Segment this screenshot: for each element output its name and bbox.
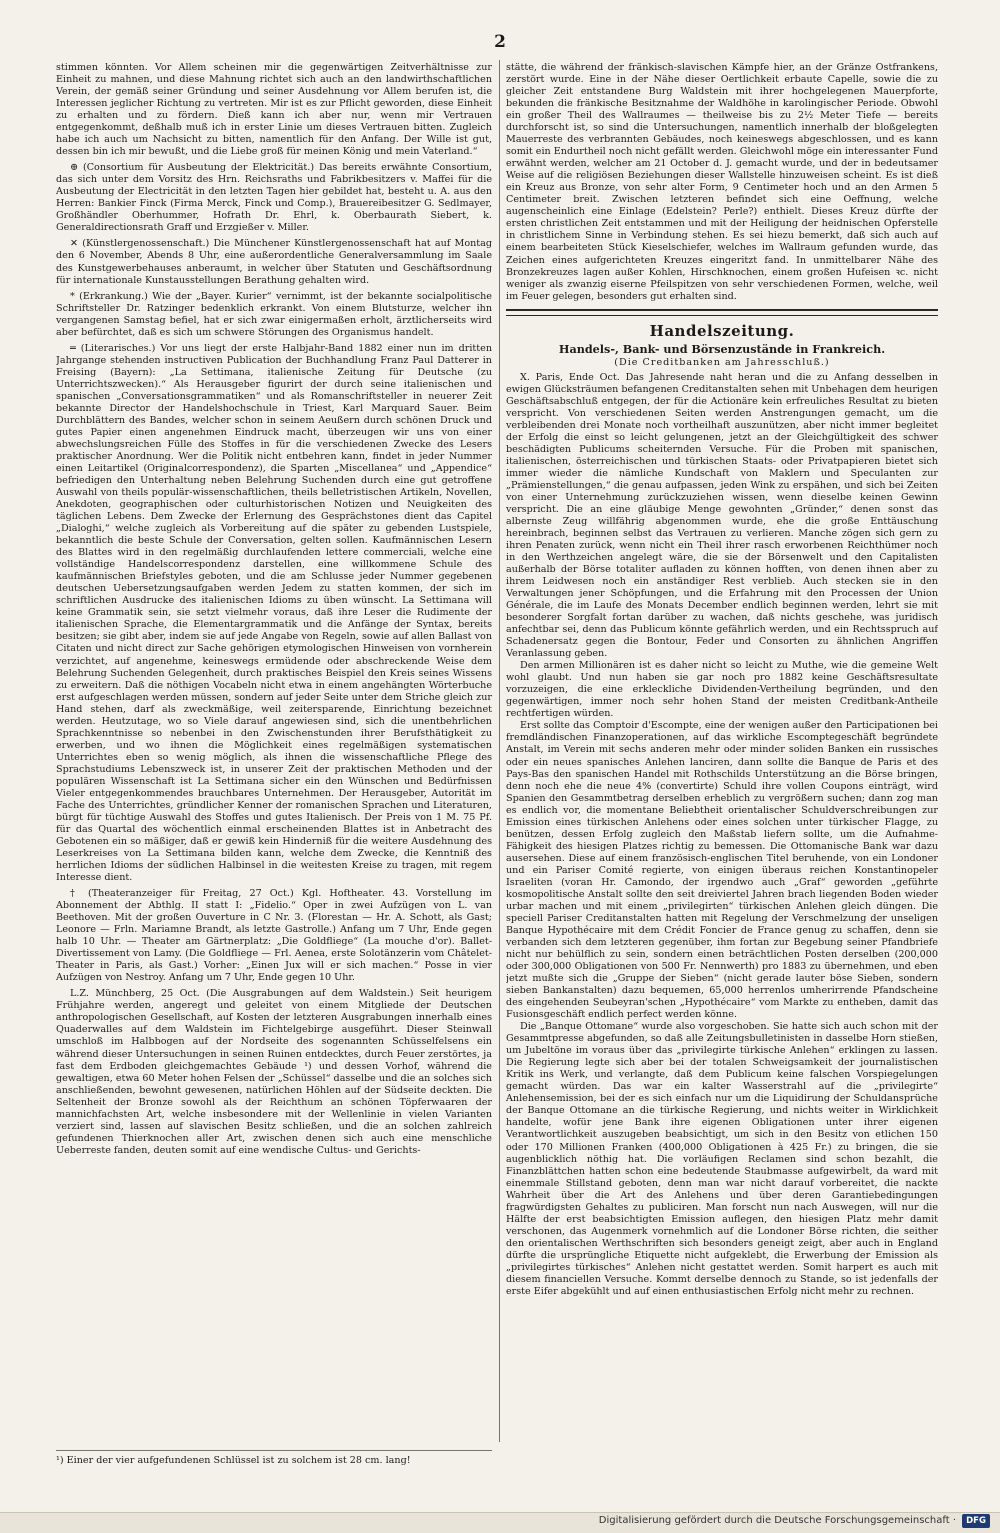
section-divider (506, 309, 938, 316)
article-paragraph: L.Z. Münchberg, 25 Oct. (Die Ausgrabungen auf dem Waldstein.) Seit heurigem Frühjahre werden, angeregt und geleitet von einem Mitgliede der Deutschen anthropologischen Gesellschaft, auf Kosten der letzteren Ausgrabungen innerhalb eines Quaderwalles auf dem Waldstein im Fichtelgebirge ausgeführt. Dieser Steinwall umschloß im Halbbogen auf der Nordseite des sogenannten Schüsselfelsens ein während dieser Untersuchungen in seinen Ruinen entdecktes, durch Feuer zerstörtes, ja fast dem Erdboden gleichgemachtes Gebäude ¹) und dessen Vorhof, während die gewaltigen, etwa 60 Meter hohen Felsen der „Schüssel“ dasselbe und die an solches sich anschließenden, bewohnt gewesenen, natürlichen Höhlen auf der Südseite deckten. Die Seltenheit der Bronze sowohl als der Reichthum an schönen Töpferwaaren der mannichfachsten Art, welche insbesondere mit der Wellenlinie in vielen Varianten verziert sind, lassen auf slavischen Besitz schließen, und die an solchen zahlreich gefundenen Thierknochen aller Art, zwischen denen sich auch eine menschliche Ueberreste fanden, deuten somit auf eine wendische Cultus- und Gerichts- (56, 988, 492, 1156)
article-paragraph: stimmen könnten. Vor Allem scheinen mir die gegenwärtigen Zeitverhältnisse zur Einheit zu mahnen, und diese Mahnung richtet sich auch an den landwirthschaftlichen Verein, der gemäß seiner Gründung und seiner Ausdehnung vor Allem berufen ist, die Interessen jeglicher Richtung zu vertreten. Mir ist es zur Pflicht geworden, diese Einheit zu erhalten und zu fördern. Dieß kann ich aber nur, wenn mir Vertrauen entgegenkommt, deßhalb muß ich in erster Linie um dieses Vertrauen bitten. Zugleich habe ich auch um Nachsicht zu bitten, namentlich für den Anfang. Der Wille ist gut, dessen bin ich mir bewußt, und die Liebe groß für meinen König und mein Vaterland.“ (56, 62, 492, 158)
article-paragraph: † (Theateranzeiger für Freitag, 27 Oct.) Kgl. Hoftheater. 43. Vorstellung im Abonnement der Abthlg. II statt I: „Fidelio.“ Oper in zwei Aufzügen von L. van Beethoven. Mit der großen Ouverture in C Nr. 3. (Florestan — Hr. A. Schott, als Gast; Leonore — Frln. Mariamne Brandt, als letzte Gastrolle.) Anfang um 7 Uhr, Ende gegen halb 10 Uhr. — Theater am Gärtnerplatz: „Die Goldfliege“ (La mouche d'or). Ballet-Divertissement von Lamy. (Die Goldfliege — Frl. Aenea, erste Solotänzerin vom Châtelet-Theater in Paris, als Gast.) Vorher: „Einen Jux will er sich machen.“ Posse in vier Aufzügen von Nestroy. Anfang um 7 Uhr, Ende gegen 10 Uhr. (56, 888, 492, 984)
left-column (56, 62, 492, 1446)
right-column (506, 62, 938, 1446)
footnote-rule (56, 1450, 492, 1451)
waldstein-continuation (506, 62, 938, 303)
article-paragraph: Die „Banque Ottomane“ wurde also vorgeschoben. Sie hatte sich auch schon mit der Gesammtpresse abgefunden, so daß alle Zeitungsbulletinisten in dasselbe Horn stießen, um Jubeltöne im voraus über das „privilegirte türkische Anlehen“ erklingen zu lassen. Die Regierung legte sich aber bei der totalen Schweigsamkeit der journalistischen Kritik ins Werk, und verlangte, daß dem Publicum keine falschen Vorspiegelungen gemacht würden. Das war ein kalter Wasserstrahl auf die „privilegirte“ Anlehensemission, bei der es sich einfach nur um die Liquidirung der Schuldansprüche der Banque Ottomane an die türkische Regierung, und nichts weiter in Wirklichkeit handelte, wofür jene Bank ihre eigenen Obligationen unter ihrer eigenen Verantwortlichkeit auszugeben beabsichtigt, um sich in den Besitz von etlichen 150 oder 170 Millionen Franken (400,000 Obligationen à 425 Fr.) zu bringen, die sie augenblicklich nöthig hat. Die vorläufigen Reclamen sind schon bezahlt, die Finanzblättchen hatten schon eine bedeutende Staubmasse aufgewirbelt, da ward mit einemmale Stillstand geboten, denn man war nicht darauf vorbereitet, die nackte Wahrheit über die Art des Anlehens und über deren Garantiebedingungen fragwürdigsten Gehaltes zu publiciren. Man forscht nun nach Auswegen, will nur die Hälfte der erst beabsichtigten Emission auflegen, den hiesigen Platz mehr damit verschonen, das Augenmerk vornehmlich auf die Londoner Börse richten, die seither den orientalischen Werthschriften sich besonders geneigt zeigt, aber auch in England dürfte die ursprüngliche Etiquette nicht aufgeklebt, die Erwerbung der Emission als „privilegirtes türkisches“ Anlehen nicht gestattet werden. Somit harpert es auch mit diesem financiellen Versuche. Kommt derselbe dennoch zu Stande, so ist jedenfalls der erste Eifer abgekühlt und auf einen enthusiastischen Erfolg nicht mehr zu rechnen. (506, 1021, 938, 1297)
column-divider (499, 60, 500, 1442)
article-paragraph: ✕ (Künstlergenossenschaft.) Die Münchener Künstlergenossenschaft hat auf Montag den 6 November, Abends 8 Uhr, eine außerordentliche Generalversammlung im Saale des Kunstgewerbehauses anberaumt, in welcher über Statuten und Geschäftsordnung für internationale Kunstausstellungen Berathung gehalten wird. (56, 238, 492, 286)
article-paragraph: * (Erkrankung.) Wie der „Bayer. Kurier“ vernimmt, ist der bekannte socialpolitische Schriftsteller Dr. Ratzinger bedenklich erkrankt. Von einem Blutsturze, welcher ihn vergangenen Samstag befiel, hat er sich zwar einigermaßen erholt, ärztlicherseits wird aber befürchtet, daß es sich um schwere Störungen des Organismus handelt. (56, 290, 492, 338)
footnote: ¹) Einer der vier aufgefundenen Schlüssel ist zu solchem ist 28 cm. lang! (56, 1455, 411, 1466)
article-headline: Handels-, Bank- und Börsenzustände in Frankreich. (558, 342, 886, 357)
handelszeitung-article (506, 372, 938, 1298)
article-subheadline: (Die Creditbanken am Jahresschluß.) (614, 357, 830, 369)
footer-credit: Digitalisierung gefördert durch die Deutsche Forschungsgemeinschaft · (598, 1515, 956, 1526)
section-title: Handelszeitung. (649, 321, 795, 340)
article-paragraph: stätte, die während der fränkisch-slavischen Kämpfe hier, an der Gränze Ostfrankens, zerstört wurde. Eine in der Nähe dieser Oertlichkeit erbaute Capelle, sowie die zu gleicher Zeit entstandene Burg Waldstein mit ihrer hochgelegenen Mauerpforte, bekunden die fränkische Besitznahme der Waldhöhe in karolingischer Periode. Obwohl ein großer Theil des Wallraumes — theilweise bis zu 2½ Meter Tiefe — bereits durchforscht ist, so sind die Untersuchungen, namentlich innerhalb der bloßgelegten Mauerreste des verbrannten Gebäudes, noch keineswegs abgeschlossen, und es kann somit ein Endurtheil noch nicht gefällt werden. Gleichwohl möge ein interessanter Fund erwähnt werden, welcher am 21 October d. J. gemacht wurde, und der in bedeutsamer Weise auf die religiösen Beziehungen dieser Wallstelle hinzuweisen scheint. Es ist dieß ein Kreuz aus Bronze, von sehr alter Form, 9 Centimeter hoch und an den Armen 5 Centimeter breit. Zwischen letzteren befindet sich eine Oeffnung, welche augenscheinlich eine Einlage (Edelstein? Perle?) enthielt. Dieses Kreuz dürfte der ersten christlichen Zeit entstammen und mit der Heiligung der heidnischen Opferstelle in christlichem Sinne in Verbindung stehen. Es sei hiezu bemerkt, daß sich auch auf einem bearbeiteten Stück Kieselschiefer, welches im Wallraum gefunden wurde, das Zeichen eines aufgerichteten Kreuzes eingeritzt fand. In unmittelbarer Nähe des Bronzekreuzes lagen außer Kohlen, Hirschknochen, einem großen Hufeisen ꝛc. nicht weniger als zwanzig eiserne Pfeilspitzen von sehr verschiedenen Formen, welche, weil im Feuer gelegen, besonders gut erhalten sind. (506, 62, 938, 302)
article-paragraph: ⊕ (Consortium für Ausbeutung der Elektricität.) Das bereits erwähnte Consortium, das sich unter dem Vorsitz des Hrn. Reichsraths und Fabrikbesitzers v. Maffei für die Ausbeutung der Electricität in den letzten Tagen hier gebildet hat, besteht u. A. aus den Herren: Bankier Finck (Firma Merck, Finck und Comp.), Brauereibesitzer G. Sedlmayer, Großhändler Oberhummer, Hofrath Dr. Ehrl, k. Oberbaurath Siebert, k. Generaldirectionsrath Graff und Erzgießer v. Miller. (56, 162, 492, 234)
article-paragraph: ═ (Literarisches.) Vor uns liegt der erste Halbjahr-Band 1882 einer nun im dritten Jahrgange stehenden instructiven Publication der Buchhandlung Franz Paul Datterer in Freising (Bayern): „La Settimana, italienische Zeitung für Deutsche (zu Unterrichtszwecken).“ Als Herausgeber figurirt der durch seine italienischen und spanischen „Conversationsgrammatiken“ und als Romanschriftsteller in neuerer Zeit bekannte Director der Handelshochschule in Triest, Karl Marquard Sauer. Beim Durchblättern des Bandes, welcher schon in seinem Aeußern durch schönen Druck und gutes Papier einen angenehmen Eindruck macht, überzeugen wir uns von einer abwechslungsreichen Fülle des Stoffes in für die verschiedenen Zwecke des Lesers praktischer Anordnung. Wer die Politik nicht entbehren kann, findet in jeder Nummer einen Leitartikel (Originalcorrespondenz), die Sparten „Miscellanea“ und „Appendice“ befriedigen den Unterhaltung neben Belehrung Suchenden durch eine gut getroffene Auswahl von theils populär-wissenschaftlichen, theils belletristischen Artikeln, Novellen, Anekdoten, geographischen oder culturhistorischen Notizen und Neuigkeiten des täglichen Lebens. Dem Zwecke der Erlernung des Gesprächstones dient das Capitel „Dialoghi,“ welche zugleich als Vorbereitung auf die später zu gebenden Lustspiele, bekanntlich die beste Schule der Conversation, gelten sollen. Kaufmännischen Lesern des Blattes wird in den regelmäßig durchlaufenden lettere commerciali, welche eine vollständige Handelscorrespondenz darstellen, eine willkommene Schule des kaufmännischen Briefstyles geboten, und die am Schlusse jeder Nummer gegebenen deutschen Uebersetzungsaufgaben werden Jedem zu statten kommen, der sich im schriftlichen Ausdrucke des italienischen Idioms zu üben wünscht. La Settimana will keine Grammatik sein, sie setzt vielmehr voraus, daß ihre Leser die Rudimente der italienischen Sprache, die Elementargrammatik und die Anfänge der Syntax, bereits besitzen; sie gibt aber, indem sie auf jede Angabe von Regeln, sowie auf allen Ballast von Citaten und nicht direct zur Sache gehörigen etymologischen Hinweisen von vornherein verzichtet, auf angenehme, keineswegs ermüdende oder abschreckende Weise dem Belehrung Suchenden Gelegenheit, durch praktisches Beispiel den Kreis seines Wissens zu erweitern. Daß die nöthigen Vocabeln nicht etwa in einem angehängten Wörterbuche erst aufgeschlagen werden müssen, sondern auf jeder Seite unter dem Striche gleich zur Hand stehen, darf als zweckmäßige, weil zeitersparende, Einrichtung bezeichnet werden. Heutzutage, wo so Viele darauf angewiesen sind, sich die unentbehrlichen Sprachkenntnisse so nebenbei in den Zwischenstunden ihrer Berufsthätigkeit zu erwerben, und wo ihnen die Möglichkeit eines regelmäßigen systematischen Unterrichtes eben so wenig möglich, als ihnen die wissenschaftliche Pflege des Sprachstudiums Lebenszweck ist, in unserer Zeit der praktischen Methoden und der populären Wissenschaft ist La Settimana sicher ein den Wünschen und Bedürfnissen Vieler entgegenkommendes brauchbares Unternehmen. Der Herausgeber, Autorität im Fache des Unterrichtes, gründlicher Kenner der romanischen Sprachen und Literaturen, bürgt für tüchtige Auswahl des Stoffes und gutes Italienisch. Der Preis von 1 M. 75 Pf. für das Quartal des wöchentlich einmal erscheinenden Blattes ist in Anbetracht des Gebotenen ein so mäßiger, daß er gewiß kein Hinderniß für die weitere Ausdehnung des Leserkreises von La Settimana bilden kann, welche dem Zwecke, die Kenntniß des herrlichen Idioms der südlichen Halbinsel in die weitesten Kreise zu tragen, mit regem Interesse dient. (56, 342, 492, 884)
article-paragraph: Den armen Millionären ist es daher nicht so leicht zu Muthe, wie die gemeine Welt wohl glaubt. Und nun haben sie gar noch pro 1882 keine Geschäftsresultate vorzuzeigen, die eine erkleckliche Dividenden-Vertheilung begründen, und den gegenwärtigen, immer noch sehr hohen Stand der meisten Creditbank-Antheile rechtfertigen würden. (506, 660, 938, 720)
page-number: 2 (494, 32, 506, 52)
article-paragraph: Erst sollte das Comptoir d'Escompte, eine der wenigen außer den Participationen bei fremdländischen Finanzoperationen, auf das wirkliche Escomptegeschäft begründete Anstalt, im Verein mit sechs anderen mehr oder minder soliden Banken ein russisches oder ein neues spanisches Anlehen lanciren, dann sollte die Banque de Paris et des Pays-Bas den spanischen Handel mit Rothschilds Unterstützung an die Börse bringen, denn noch ehe die neue 4% (convertirte) Schuld ihre vollen Coupons einträgt, wird Spanien den Gesammtbetrag derselben erheblich zu vergrößern suchen; dann zog man es endlich vor, die momentane Beliebtheit orientalischer Schuldverschreibungen zur Emission eines türkischen Anlehens oder eines solchen unter türkischer Flagge, zu benützen, dessen Erfolg zugleich den Maßstab liefern sollte, um die Aufnahme-Fähigkeit des hiesigen Platzes richtig zu bemessen. Die Ottomanische Bank war dazu ausersehen. Diese auf einem französisch-englischen Titel beruhende, von ein Londoner und ein Pariser Comité regierte, von einigen überaus reichen Konstantinopeler Israeliten (voran Hr. Camondo, der irgendwo auch „Graf“ geworden „geführte kosmopolitische Anstalt sollte den seit dreiviertel Jahren brach liegenden Boden wieder urbar machen und mit einem „privilegirten“ türkischen Anlehen gleich düngen. Die speciell Pariser Creditanstalten hatten mit Regelung der Verschmelzung der unseligen Banque Hypothécaire mit dem Crédit Foncier de France genug zu schaffen, denn sie verbanden sich dem letzteren gegenüber, ihm fortan zur Begebung seiner Pfandbriefe nicht nur behülflich zu sein, sondern einen beträchtlichen Posten derselben (200,000 oder 300,000 Obligationen von 500 Fr. Nennwerth) pro 1883 zu übernehmen, und eben jetzt mußte sich die „Gruppe der Sieben“ (nicht gerade lauter böse Sieben, sondern sieben Bankanstalten) dazu bequemen, 65,000 herrenlos umherirrende Pfandscheine des eingehenden Seubeyran'schen „Hypothécaire“ vom Markte zu entheben, damit das Fusionsgeschäft endlich perfect werden könne. (506, 720, 938, 1021)
dfg-logo-icon: DFG (962, 1514, 990, 1528)
article-paragraph: X. Paris, Ende Oct. Das Jahresende naht heran und die zu Anfang desselben in ewigen Glücksträumen befangenen Creditanstalten sehen mit Unbehagen dem heurigen Geschäftsabschluß entgegen, der für die Actionäre kein erfreuliches Resultat zu bieten verspricht. Von verschiedenen Seiten werden Anstrengungen gemacht, um die verbleibenden drei Monate noch vortheilhaft auszunützen, aber nicht immer begleitet der Erfolg die einst so leicht gelungenen, jetzt an der Gleichgültigkeit des schwer beschädigten Publicums scheiternden Versuche. Für die Proben mit spanischen, italienischen, österreichischen und türkischen Staats- oder Privatpapieren bietet sich immer wieder die nämliche Kundschaft von Maklern und Speculanten zur „Prämienstellungen,“ die genau aufpassen, jeden Wink zu erspähen, und sich bei Zeiten von einer Unternehmung zurückzuziehen wissen, wenn dieselbe keinen Gewinn verspricht. Die an eine gläubige Menge gewohnten „Gründer,“ denen sonst das albernste Zeug willfährig abgenommen wurde, ehe die große Enttäuschung hereinbrach, beginnen selbst das Vertrauen zu verlieren. Manche zögen sich gern zu ihren Penaten zurück, wenn nicht ein Theil ihrer rasch erworbenen Reichthümer noch in den Werthzeichen angelegt wäre, die sie der Börsenwelt und den Capitalisten außerhalb der Börse totaliter aufladen zu können hofften, von denen ihnen aber zu ihrem Leidwesen noch ein anständiger Rest verblieb. Auch stecken sie in den Verwaltungen jener Schöpfungen, und die Erfahrung mit den Processen der Union Générale, die im Laufe des Monats December endlich beginnen werden, lehrt sie mit besonderer Sorgfalt fortan darüber zu wachen, daß nichts geschehe, was juridisch anfechtbar sei, denn das Publicum könnte gefährlich werden, und ein Rechtsspruch auf Schadenersatz gegen die Bontour, Feder und Consorten zu ähnlichen Angriffen Veranlassung geben. (506, 371, 938, 660)
